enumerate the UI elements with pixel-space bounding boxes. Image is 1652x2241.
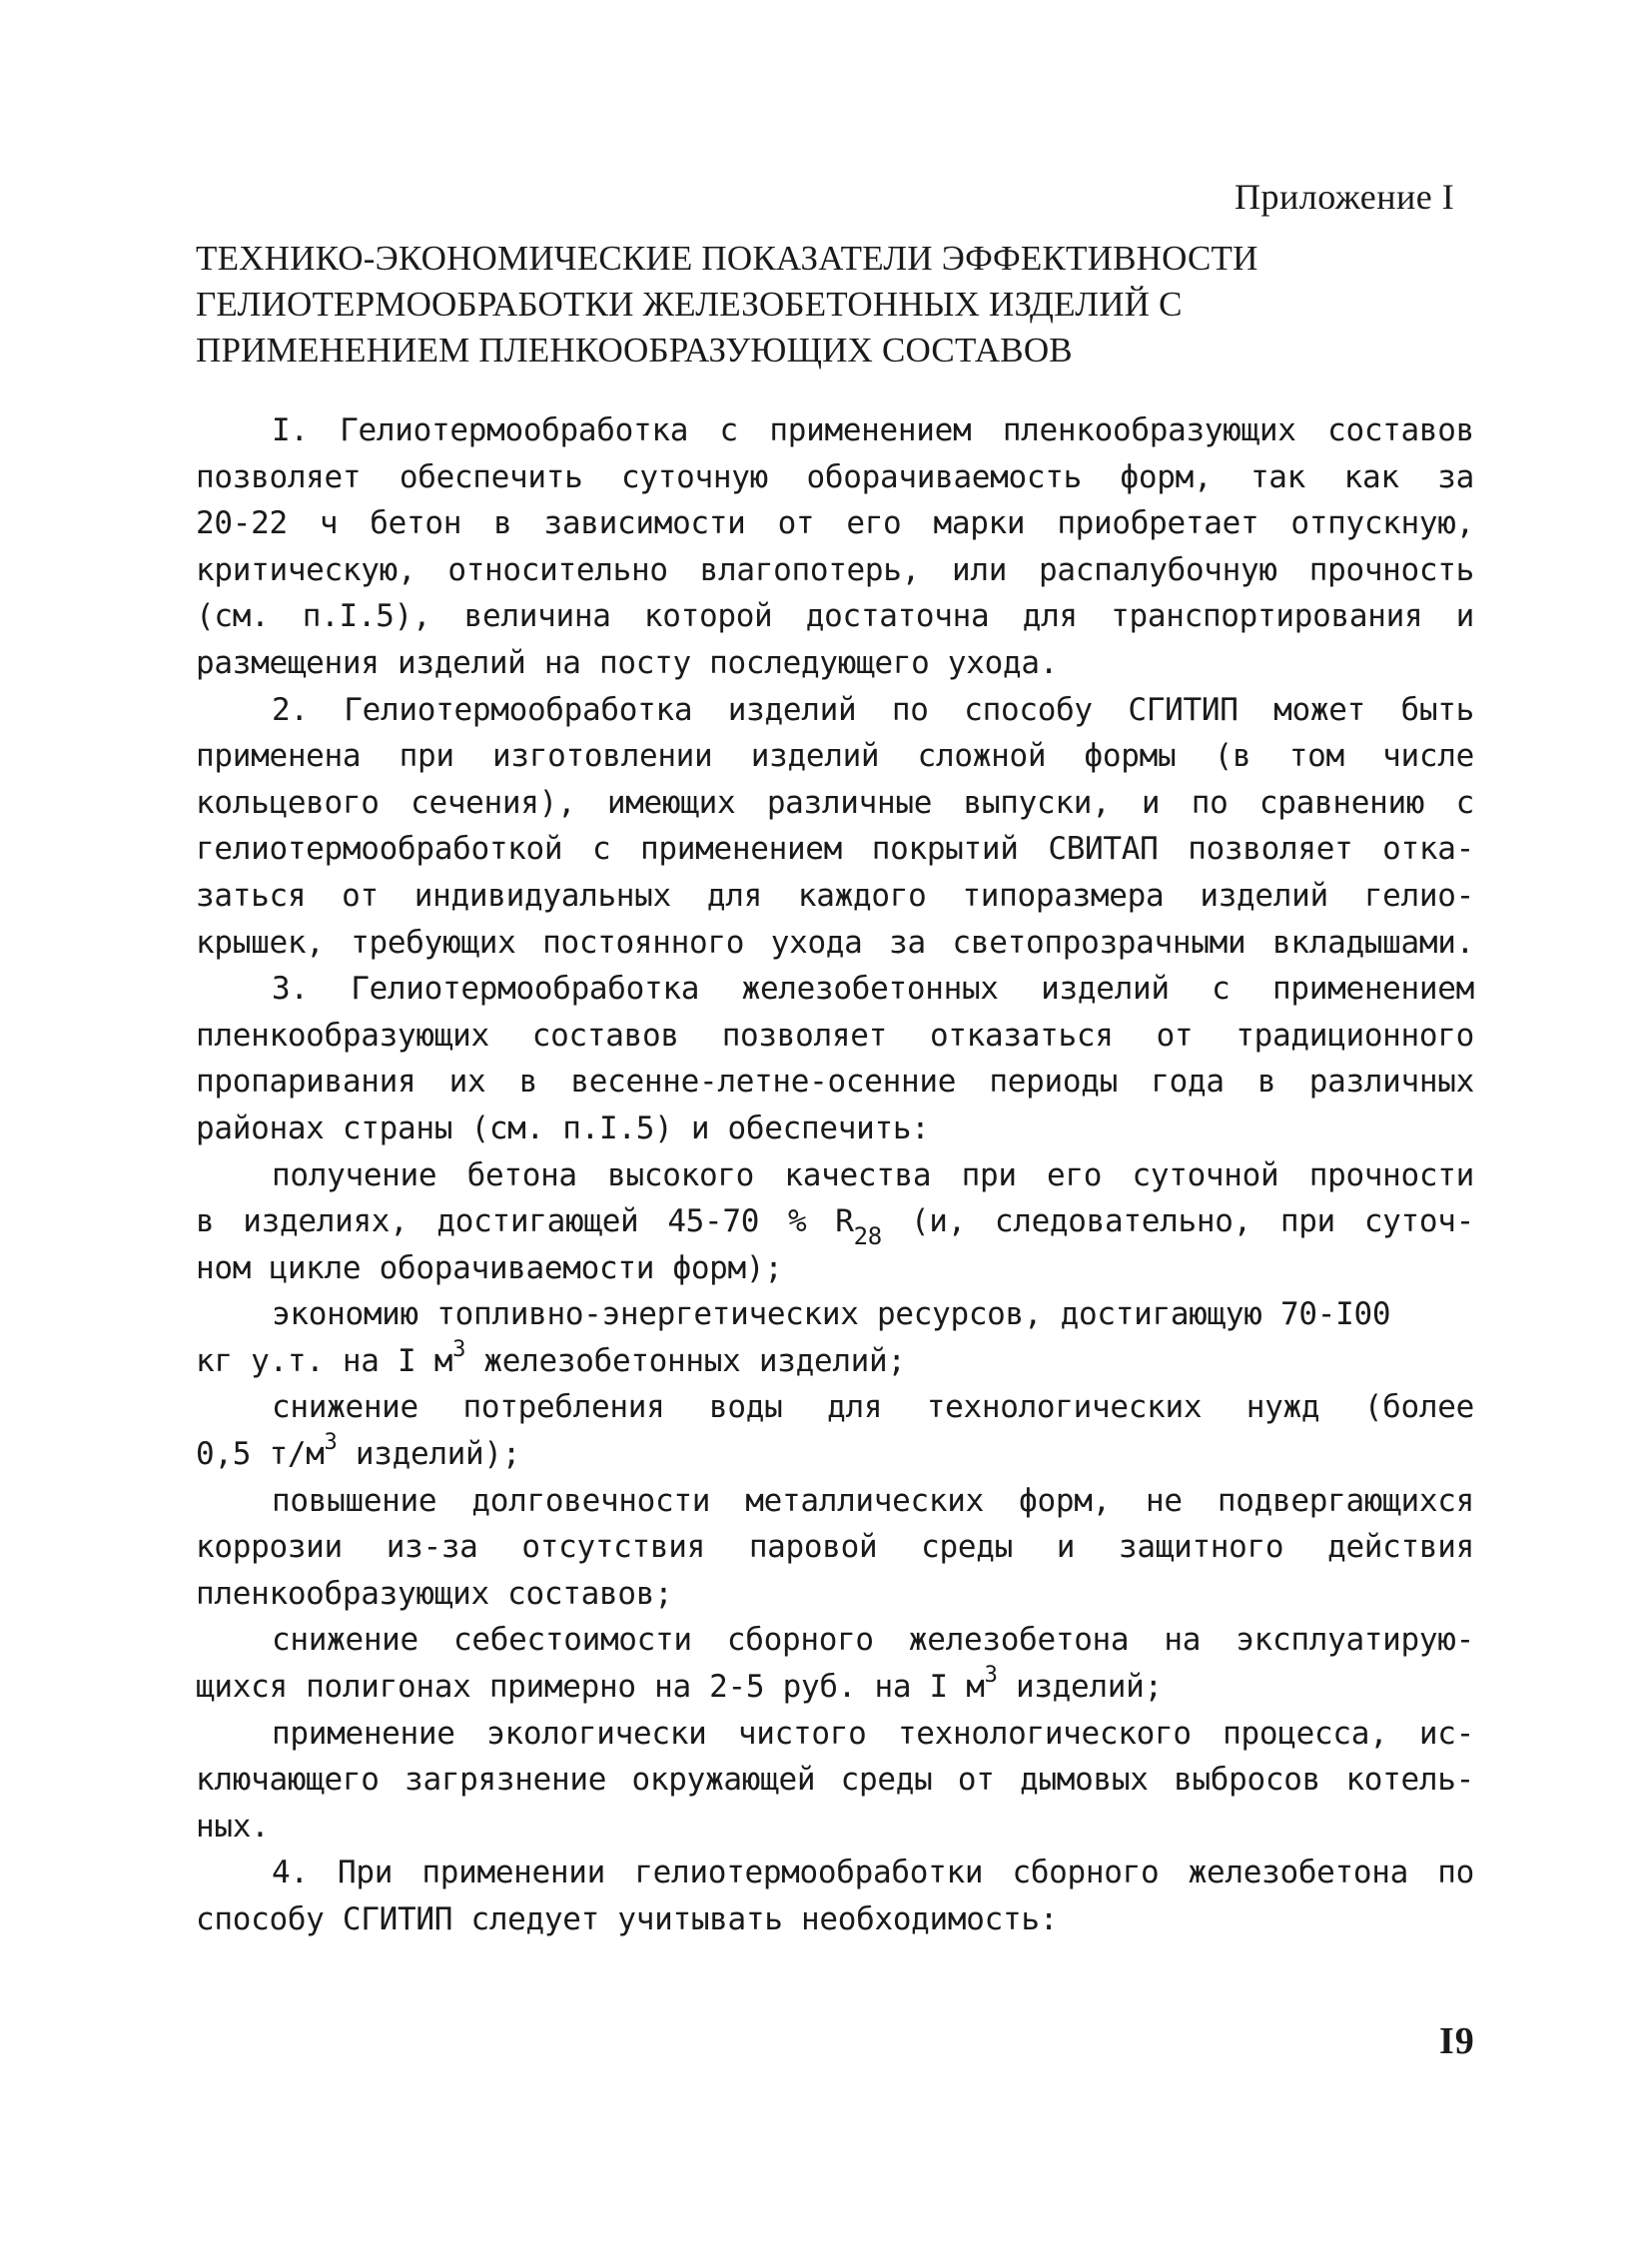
benefit-water-line: 0,5 $т/м^3$ изделий); [196,1429,521,1473]
paragraph-2-line: 2. Гелиотермообработка изделий по способу СГИТИП может быть [272,691,1474,728]
paragraph-3-line: 3. Гелиотермообработка железобетонных изделий с применением [272,971,1474,1008]
paragraph-1-line: размещения изделий на посту последующего ухода. [196,644,1059,681]
paragraph-1-line: 20-22 ч бетон в зависимости от его марки приобретает отпускную, [196,505,1474,542]
benefit-quality-line: ном цикле оборачиваемости форм); [196,1249,783,1286]
benefit-durability-line: повышение долговечности металлических форм, не подвергающихся [272,1482,1474,1519]
paragraph-4-line: способу СГИТИП следует учитывать необходимость: [196,1901,1059,1937]
body-text [196,407,1474,1943]
benefit-ecology-line: применение экологически чистого технологического процесса, ис- [272,1715,1474,1752]
benefit-water-line: снижение потребления воды для технологических нужд (более [272,1389,1474,1426]
benefit-ecology-line: ных. [196,1808,270,1845]
paragraph-1-line: I. Гелиотермообработка с применением пленкообразующих составов [272,412,1474,448]
paragraph-1-line: критическую, относительно влагопотерь, или распалубочную прочность [196,551,1474,588]
benefit-durability-line: коррозии из-за отсутствия паровой среды и защитного действия [196,1529,1474,1566]
paragraph-3-line: районах страны (см. п.I.5) и обеспечить: [196,1110,930,1146]
benefit-quality-line: в изделиях, достигающей 45-70 % $R_{28}$ (и, следовательно, при суточ- [196,1203,1474,1251]
page-number: I9 [1439,2020,1475,2062]
title-line: ПРИМЕНЕНИЕМ ПЛЕНКООБРАЗУЮЩИХ СОСТАВОВ [196,331,1073,370]
paragraph-2-line: гелиотермообработкой с применением покрытий СВИТАП позволяет отка- [196,831,1474,868]
paragraph-2-line: крышек, требующих постоянного ухода за светопрозрачными вкладышами. [196,924,1474,961]
paragraph-1-line: (см. п.I.5), величина которой достаточна для транспортирования и [196,598,1474,635]
paragraph-4-line: 4. При применении гелиотермообработки сборного железобетона по [272,1855,1474,1891]
benefit-quality-line: получение бетона высокого качества при его суточной прочности [272,1156,1474,1193]
appendix-label: Приложение I [1235,177,1455,217]
title-line: ТЕХНИКО-ЭКОНОМИЧЕСКИЕ ПОКАЗАТЕЛИ ЭФФЕКТИВНОСТИ [196,239,1258,278]
benefit-energy-line: экономию топливно-энергетических ресурсов, достигающую 70-I00 [272,1296,1391,1333]
benefit-cost-line: снижение себестоимости сборного железобетона на эксплуатирую- [272,1622,1474,1659]
paragraph-3-line: пленкообразующих составов позволяет отказаться от традиционного [196,1017,1474,1054]
document-title [196,236,1474,374]
benefit-energy-line: кг у.т. на I $м^3$ железобетонных изделий; [196,1336,906,1379]
paragraph-1-line: позволяет обеспечить суточную оборачиваемость форм, так как за [196,458,1474,495]
title-line: ГЕЛИОТЕРМООБРАБОТКИ ЖЕЛЕЗОБЕТОННЫХ ИЗДЕЛИЙ С [196,285,1183,324]
benefit-ecology-line: ключающего загрязнение окружающей среды от дымовых выбросов котель- [196,1762,1474,1799]
paragraph-2-line: применена при изготовлении изделий сложной формы (в том числе [196,738,1474,775]
paragraph-3-line: пропаривания их в весенне-летне-осенние периоды года в различных [196,1064,1474,1101]
benefit-durability-line: пленкообразующих составов; [196,1575,673,1612]
paragraph-2-line: заться от индивидуальных для каждого типоразмера изделий гелио- [196,877,1474,914]
paragraph-2-line: кольцевого сечения), имеющих различные выпуски, и по сравнению с [196,784,1474,821]
benefit-cost-line: щихся полигонах примерно на 2-5 руб. на I $м^3$ изделий; [196,1662,1163,1706]
